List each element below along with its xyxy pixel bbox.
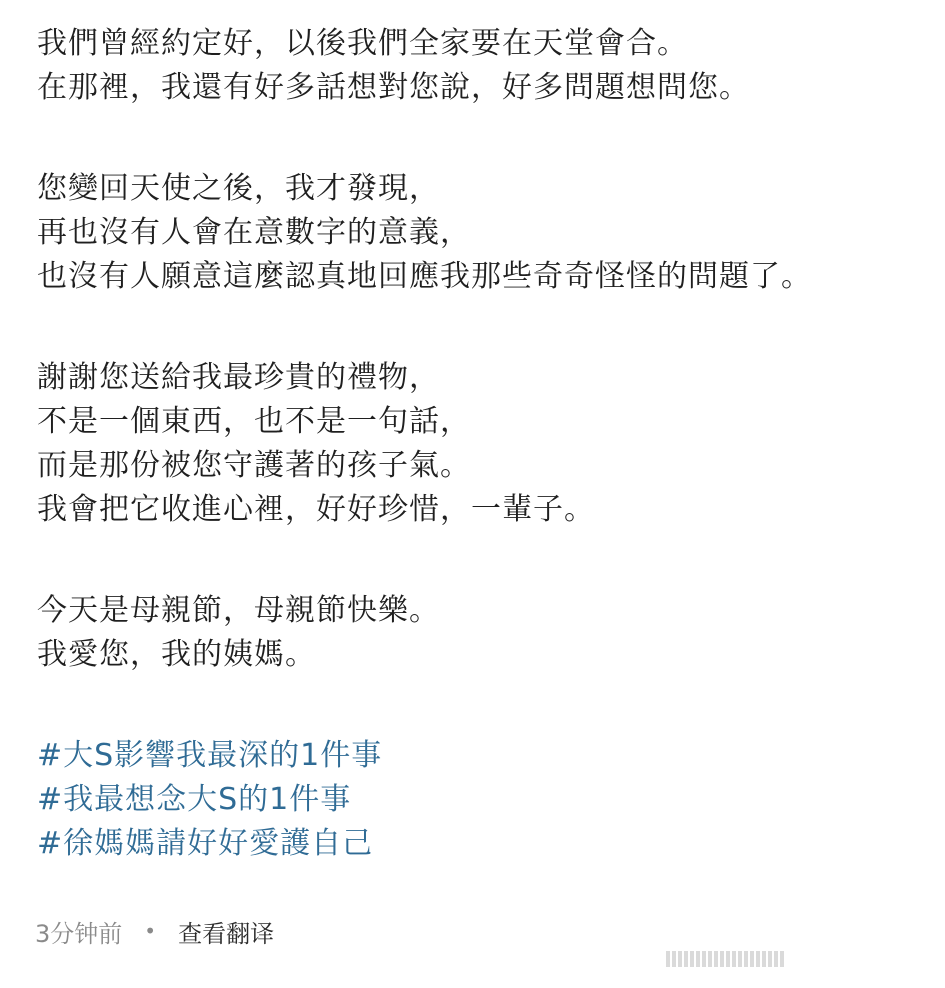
post-text-line: 在那裡，我還有好多話想對您說，好多問題想問您。: [37, 70, 750, 105]
post-text-line: 也沒有人願意這麼認真地回應我那些奇奇怪怪的問題了。: [37, 259, 812, 294]
paragraph-4: [37, 589, 917, 677]
post-text-line: 您變回天使之後，我才發現，: [37, 171, 440, 206]
post-text-line: 不是一個東西，也不是一句話，: [37, 404, 471, 439]
watermark-logo: [666, 948, 931, 970]
paragraph-2: [37, 167, 917, 299]
hashtag-link[interactable]: #大S影響我最深的1件事: [37, 738, 383, 773]
post-text-line: 謝謝您送給我最珍貴的禮物，: [37, 360, 440, 395]
view-translation-link[interactable]: 查看翻译: [178, 919, 275, 948]
post-text-line: 而是那份被您守護著的孩子氣。: [37, 448, 471, 483]
post-text-line: 我愛您，我的姨媽。: [37, 637, 316, 672]
hashtag-link[interactable]: #我最想念大S的1件事: [37, 782, 352, 817]
post-body: [37, 22, 917, 866]
post-meta: [35, 911, 274, 951]
paragraph-3: [37, 356, 917, 532]
post-text-line: 再也沒有人會在意數字的意義，: [37, 215, 471, 250]
post-text-line: 我會把它收進心裡，好好珍惜，一輩子。: [37, 492, 595, 527]
hashtag-link[interactable]: #徐媽媽請好好愛護自己: [37, 826, 374, 861]
hashtag-list: [37, 734, 917, 866]
paragraph-1: [37, 22, 917, 110]
post-text-line: 我們曾經約定好，以後我們全家要在天堂會合。: [37, 26, 688, 61]
post-timestamp: 3分钟前: [35, 919, 123, 948]
separator-dot: •: [144, 919, 157, 943]
post-text-line: 今天是母親節，母親節快樂。: [37, 593, 440, 628]
